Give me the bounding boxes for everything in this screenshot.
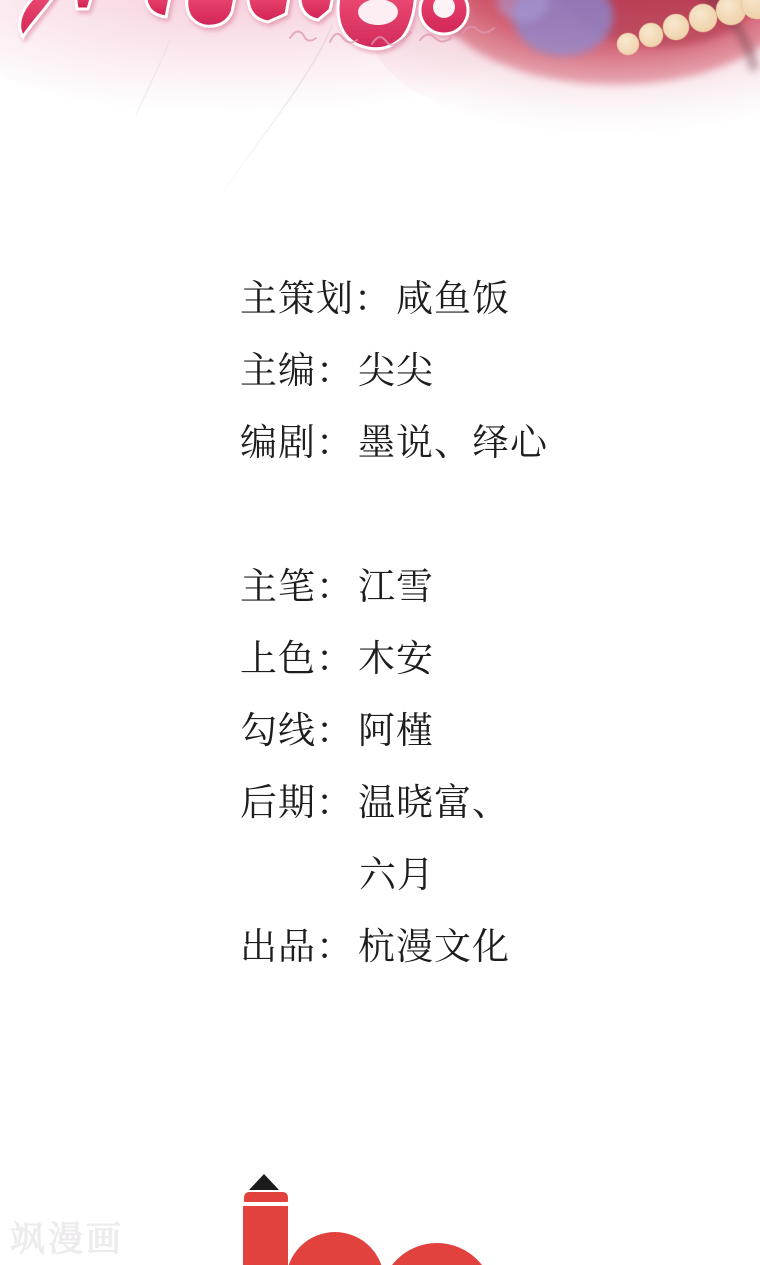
credit-label: 主笔：: [240, 566, 354, 607]
credit-row-lead-artist: [240, 551, 548, 623]
credit-value: 木安: [358, 638, 434, 679]
credit-group-planning: [240, 263, 548, 479]
colon: ：: [316, 926, 354, 967]
credit-value: 六月: [359, 854, 435, 895]
credit-row-chief-editor: [240, 335, 548, 407]
credit-label: 主编：: [240, 350, 354, 391]
credit-group-production: [240, 551, 548, 983]
colon: ：: [316, 710, 354, 751]
pencil-tip-icon: [249, 1174, 279, 1190]
colon: ：: [316, 350, 354, 391]
credit-value: 咸鱼饭: [396, 278, 510, 319]
credit-value: 温晓富、: [358, 782, 510, 823]
credit-row-colorist: [240, 623, 548, 695]
credit-row-producer: [240, 911, 548, 983]
logo-hump-left: [286, 1232, 384, 1265]
credit-label: 出品：: [240, 926, 354, 967]
pencil-band: [244, 1192, 288, 1202]
credit-label: 勾线：: [240, 710, 354, 751]
credit-value: 江雪: [358, 566, 434, 607]
credit-label: 后期：: [240, 782, 354, 823]
credit-row-inker: [240, 695, 548, 767]
credit-row-postproduction-continued: [240, 839, 548, 911]
credit-row-chief-planner: [240, 263, 548, 335]
credit-label: 主策划：: [240, 278, 392, 319]
hangman-culture-logo: [240, 1172, 496, 1265]
site-watermark: 飒漫画: [10, 1220, 125, 1259]
credit-value: 尖尖: [358, 350, 434, 391]
colon: ：: [354, 278, 392, 319]
colon: ：: [316, 422, 354, 463]
credit-label: 编剧：: [240, 422, 354, 463]
credit-value: 阿槿: [358, 710, 434, 751]
logo-hump-right: [380, 1243, 494, 1265]
credits-list: [240, 263, 548, 983]
credit-value: 杭漫文化: [358, 926, 510, 967]
credit-label: 上色：: [240, 638, 354, 679]
pencil-body: [243, 1206, 288, 1265]
colon: ：: [316, 566, 354, 607]
credit-value: 墨说、绎心: [358, 422, 548, 463]
credit-row-screenwriter: [240, 407, 548, 479]
header-title-artwork: [0, 0, 760, 280]
white-fade-overlay: [0, 0, 760, 280]
credit-row-postproduction: [240, 767, 548, 839]
colon: ：: [316, 638, 354, 679]
colon: ：: [316, 782, 354, 823]
